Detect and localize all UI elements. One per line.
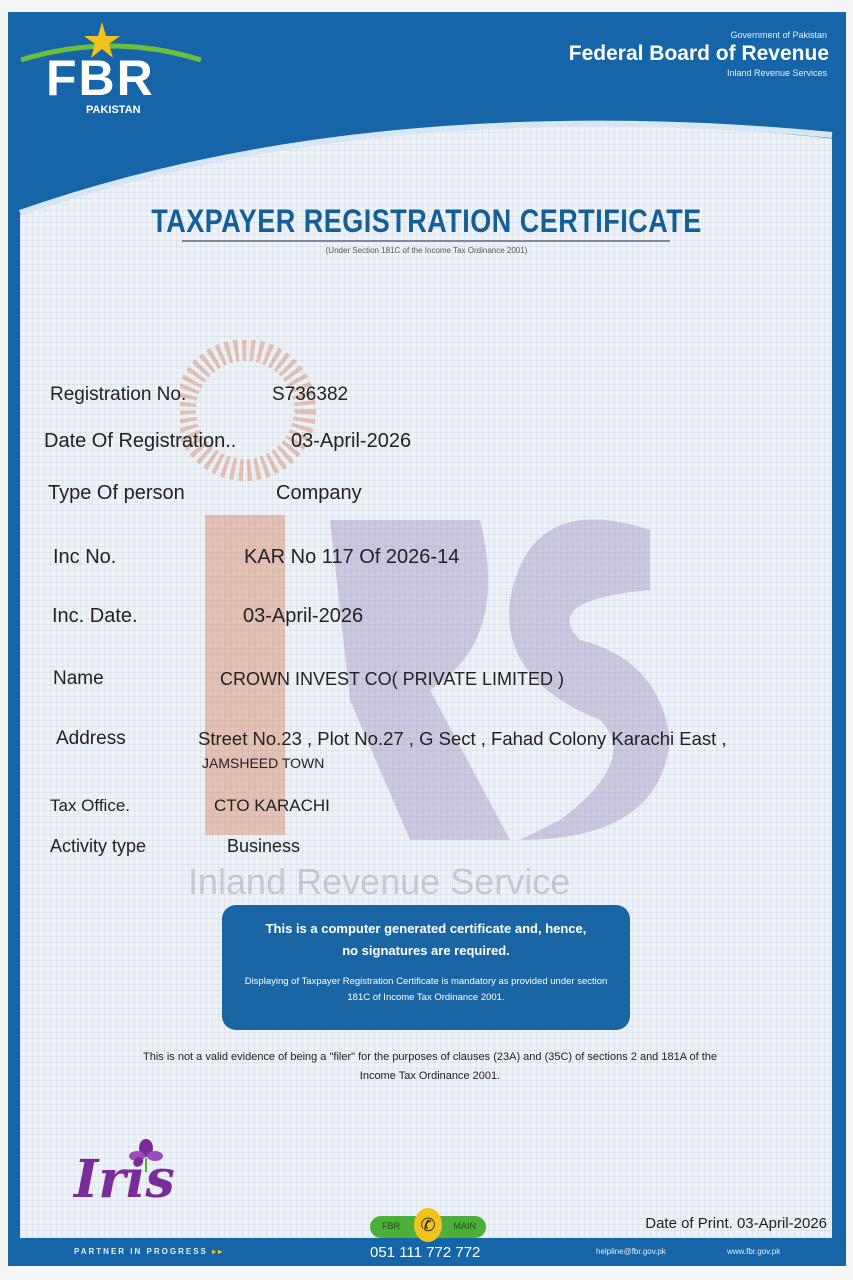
type-of-person-label: Type Of person xyxy=(48,482,185,504)
notice-box xyxy=(222,905,630,1030)
date-of-print: Date of Print. 03-April-2026 xyxy=(645,1215,827,1232)
notice-secondary: Displaying of Taxpayer Registration Certificate is mandatory as provided under section 181C of Income Tax Ordinance 2001. xyxy=(244,976,608,1003)
filer-disclaimer: This is not a valid evidence of being a "filer" for the purposes of clauses (23A) and (35C) of sections 2 and 181A of the Income Tax Ordinance 2001. xyxy=(142,1051,718,1082)
tax-office-value: CTO KARACHI xyxy=(214,796,330,815)
date-of-registration-value: 03-April-2026 xyxy=(291,430,412,452)
name-value: CROWN INVEST CO( PRIVATE LIMITED ) xyxy=(220,669,565,689)
certificate-subtitle: (Under Section 181C of the Income Tax Ordinance 2001) xyxy=(325,246,528,255)
tagline xyxy=(74,1247,224,1257)
phone-icon: ✆ xyxy=(414,1208,442,1242)
helpline-left: FBR xyxy=(382,1221,400,1231)
inc-date-value: 03-April-2026 xyxy=(243,605,364,627)
type-of-person-value: Company xyxy=(276,482,362,504)
tagline-arrows-icon: ▸▸ xyxy=(212,1247,225,1256)
tax-office-label: Tax Office. xyxy=(50,796,130,815)
address-line2: JAMSHEED TOWN xyxy=(202,755,325,771)
registration-no-value: S736382 xyxy=(272,384,349,405)
helpline-email: helpline@fbr.gov.pk xyxy=(596,1247,666,1256)
inc-no-value: KAR No 117 Of 2026-14 xyxy=(244,546,460,568)
inc-date-label: Inc. Date. xyxy=(52,605,138,627)
activity-type-label: Activity type xyxy=(50,836,147,856)
name-label: Name xyxy=(53,668,104,689)
address-label: Address xyxy=(56,728,126,749)
inc-no-label: Inc No. xyxy=(53,546,117,568)
tagline-text: PARTNER IN PROGRESS xyxy=(74,1247,208,1256)
registration-no-label: Registration No. xyxy=(50,384,187,405)
certificate-title: TAXPAYER REGISTRATION CERTIFICATE xyxy=(151,203,702,239)
fbr-logo-sub: PAKISTAN xyxy=(86,104,141,116)
helpline-right: MAIN xyxy=(453,1221,476,1231)
government-label: Government of Pakistan xyxy=(730,30,827,40)
org-name: Federal Board of Revenue xyxy=(568,42,829,65)
helpline-phone: 051 111 772 772 xyxy=(370,1244,481,1261)
date-of-registration-label: Date Of Registration.. xyxy=(44,430,237,452)
activity-type-value: Business xyxy=(227,836,301,856)
address-line1: Street No.23 , Plot No.27 , G Sect , Fahad Colony Karachi East , xyxy=(198,728,727,749)
department-label: Inland Revenue Services xyxy=(726,68,827,78)
title-divider xyxy=(182,240,670,242)
iris-logo: Iris xyxy=(74,1149,175,1210)
website: www.fbr.gov.pk xyxy=(727,1247,781,1256)
notice-primary: This is a computer generated certificate and, hence, no signatures are required. xyxy=(265,921,587,958)
watermark-text: Inland Revenue Service xyxy=(188,861,571,902)
fbr-logo-text: FBR xyxy=(46,50,155,106)
